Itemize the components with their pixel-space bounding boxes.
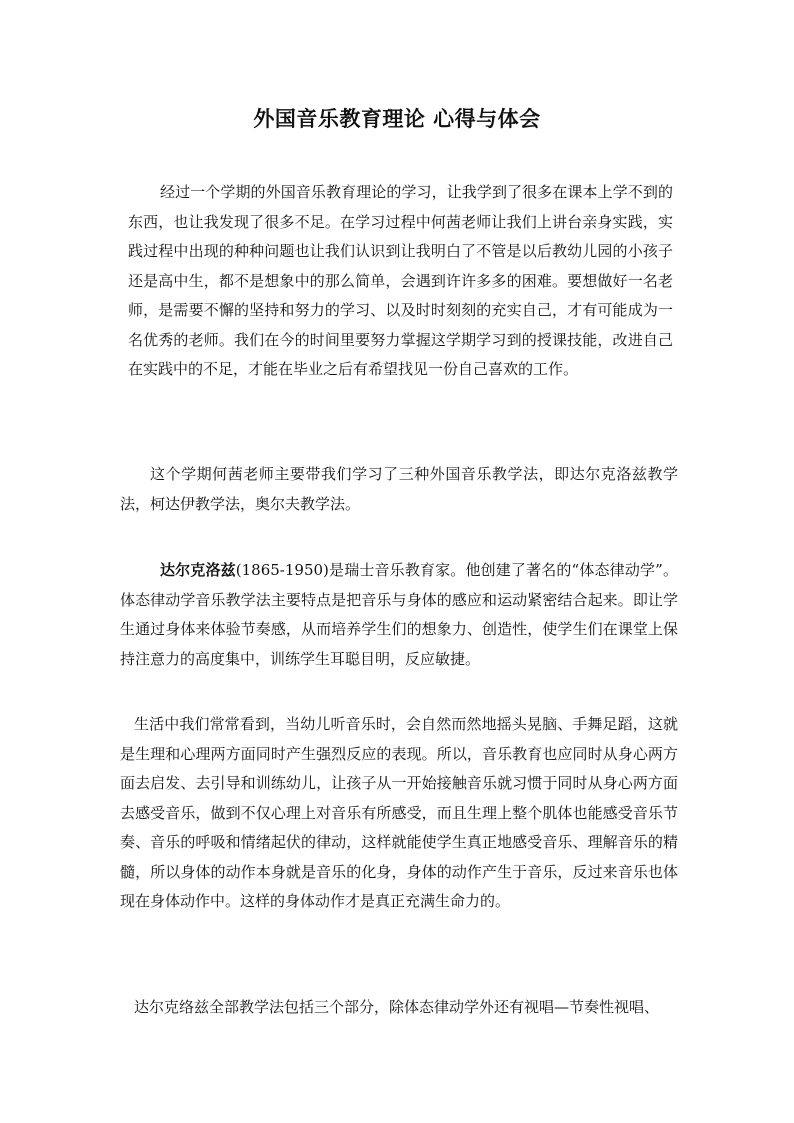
document-title: 外国音乐教育理论 心得与体会 (253, 106, 541, 131)
dalcroze-description: (1865-1950)是瑞士音乐教育家。他创建了著名的“体态律动学”。体态律动学音乐教学法主要特点是把音乐与身体的感应和运动紧密结合起来。即让学生通过身体来体验节奏感，从而培养学生们的想象力、创造性，使学生们在课堂上保持注意力的高度集中，训练学生耳聪目明，反应敏捷。 (120, 561, 678, 668)
paragraph-life-example: 生活中我们常常看到，当幼儿听音乐时，会自然而然地摇头晃脑、手舞足蹈，这就是生理和心理两方面同时产生强烈反应的表现。所以，音乐教育也应同时从身心两方面去启发、去引导和训练幼儿，让孩子从一开始接触音乐就习惯于同时从身心两方面去感受音乐，做到不仅心理上对音乐有所感受，而且生理上整个肌体也能感受音乐节奏、音乐的呼吸和情绪起伏的律动，这样就能使学生真正地感受音乐、理解音乐的精髓，所以身体的动作本身就是音乐的化身，身体的动作产生于音乐，反过来音乐也体现在身体动作中。这样的身体动作才是真正充满生命力的。 (120, 715, 678, 910)
paragraph-method-parts: 达尔克络兹全部教学法包括三个部分，除体态律动学外还有视唱—节奏性视唱、 (134, 998, 660, 1016)
paragraph-dalcroze (120, 556, 678, 674)
paragraph-methods: 这个学期何茜老师主要带我们学习了三种外国音乐教学法，即达尔克洛兹教学法，柯达伊教学法，奥尔夫教学法。 (120, 465, 678, 513)
paragraph-intro: 经过一个学期的外国音乐教育理论的学习，让我学到了很多在课本上学不到的东西，也让我发现了很多不足。在学习过程中何茜老师让我们上讲台亲身实践，实践过程中出现的种种问题也让我们认识到让我明白了不管是以后教幼儿园的小孩子还是高中生，都不是想象中的那么简单，会遇到许许多多的困难。要想做好一名老师，是需要不懈的坚持和努力的学习、以及时时刻刻的充实自己，才有可能成为一名优秀的老师。我们在今的时间里要努力掌握这学期学习到的授课技能，改进自己在实践中的不足，才能在毕业之后有希望找见一份自己喜欢的工作。 (128, 183, 673, 378)
dalcroze-name: 达尔克洛兹 (160, 561, 236, 579)
